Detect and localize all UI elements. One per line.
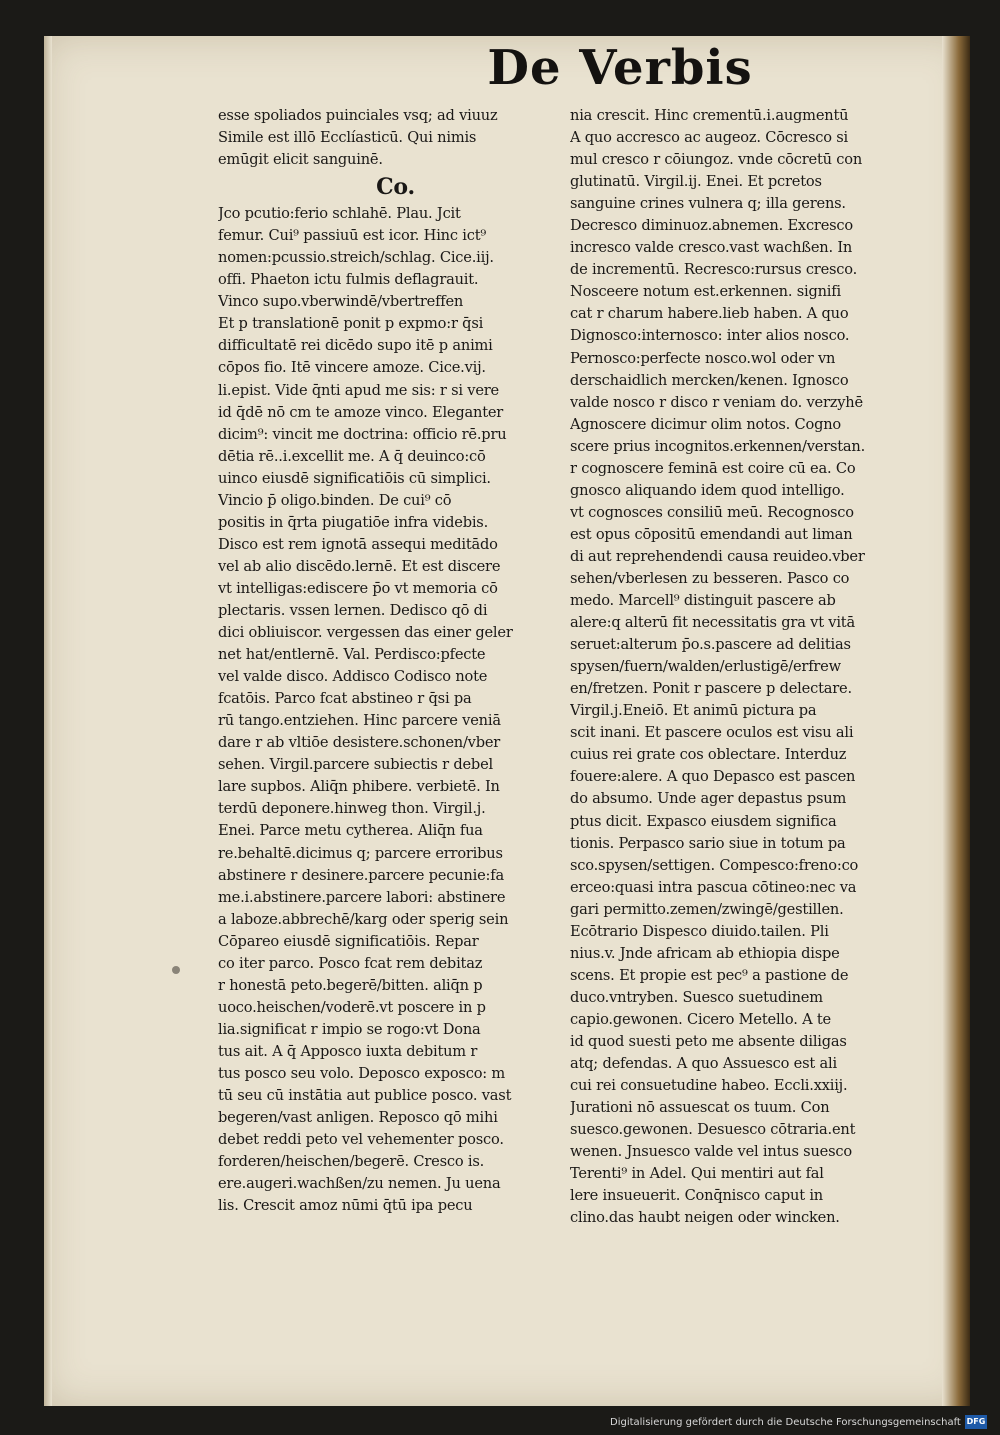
right-text-column: [570, 105, 915, 1229]
text-line: dare r ab vltiōe desistere.schonen/vber: [218, 734, 501, 752]
text-line: tionis. Perpasco sario siue in totum pa: [570, 834, 846, 852]
book-spine: [942, 36, 970, 1406]
text-line: do absumo. Unde ager depastus psum: [570, 790, 847, 808]
text-line: dici obliuiscor. vergessen das einer geler: [218, 624, 513, 642]
text-line: Jurationi nō assuescat os tuum. Con: [570, 1099, 830, 1117]
text-line: re.behaltē.dicimus q; parcere erroribus: [218, 844, 503, 862]
text-line: Nosceere notum est.erkennen. signifi: [570, 283, 841, 301]
text-line: plectaris. vssen lernen. Dedisco qō di: [218, 601, 488, 619]
text-line: suesco.gewonen. Desuesco cōtraria.ent: [570, 1121, 856, 1139]
text-line: gnosco aliquando idem quod intelligo.: [570, 481, 845, 499]
text-line: r cognoscere feminā est coire cū ea. Co: [570, 459, 856, 477]
right-column-lines: [570, 105, 915, 1229]
text-line: id q̄dē nō cm te amoze vinco. Eleganter: [218, 403, 504, 421]
text-line: Dignosco:internosco: inter alios nosco.: [570, 327, 850, 345]
text-line: Et p translationē ponit p expmo:r q̄si: [218, 315, 484, 333]
text-line: debet reddi peto vel vehementer posco.: [218, 1131, 504, 1149]
text-line: terdū deponere.hinweg thon. Virgil.j.: [218, 800, 486, 818]
text-line: est opus cōpositū emendandi aut liman: [570, 525, 853, 543]
text-line: cuius rei grate cos oblectare. Interduz: [570, 746, 847, 764]
text-line: begeren/vast anligen. Reposco qō mihi: [218, 1109, 498, 1127]
text-line: offi. Phaeton ictu fulmis deflagrauit.: [218, 271, 479, 289]
text-line: Simile est illō Ecclíasticū. Qui nimis: [218, 129, 477, 147]
text-line: r honestā peto.begerē/bitten. aliq̄n p: [218, 976, 483, 994]
text-line: di aut reprehendendi causa reuideo.vber: [570, 547, 865, 565]
text-line: Virgil.j.Eneiō. Et animū pictura pa: [570, 702, 817, 720]
section-heading: Co.: [376, 174, 415, 201]
text-line: derschaidlich mercken/kenen. Ignosco: [570, 371, 849, 389]
text-line: positis in q̄rta piugatiōe infra videbis.: [218, 513, 489, 531]
text-line: vel ab alio discēdo.lernē. Et est discere: [218, 557, 501, 575]
text-line: Vinco supo.vberwindē/vbertreffen: [218, 293, 464, 311]
footer-credit: Digitalisierung gefördert durch die Deutsche Forschungsgemeinschaft: [610, 1417, 961, 1428]
text-line: esse spoliados puinciales vsq; ad viuuz: [218, 107, 498, 124]
text-line: cui rei consuetudine habeo. Eccli.xxiij.: [570, 1077, 848, 1095]
text-line: A quo accresco ac augeoz. Cōcresco si: [570, 129, 849, 147]
text-line: rū tango.entziehen. Hinc parcere veniā: [218, 712, 501, 730]
text-line: nomen:pcussio.streich/schlag. Cice.iij.: [218, 249, 494, 267]
text-line: me.i.abstinere.parcere labori: abstinere: [218, 888, 506, 906]
text-line: lare supbos. Aliq̄n phibere. verbietē. In: [218, 778, 500, 796]
text-line: gari permitto.zemen/zwingē/gestillen.: [570, 900, 844, 918]
text-line: tus ait. A q̄ Apposco iuxta debitum r: [218, 1042, 478, 1060]
text-line: nius.v. Jnde africam ab ethiopia dispe: [570, 944, 840, 962]
text-line: erceo:quasi intra pascua cōtineo:nec va: [570, 878, 857, 896]
text-line: clino.das haubt neigen oder wincken.: [570, 1209, 840, 1227]
text-line: atq; defendas. A quo Assuesco est ali: [570, 1055, 837, 1073]
text-line: vel valde disco. Addisco Codisco note: [218, 668, 488, 686]
text-line: net hat/entlernē. Val. Perdisco:pfecte: [218, 646, 486, 664]
text-line: Pernosco:perfecte nosco.wol oder vn: [570, 349, 836, 367]
text-line: scens. Et propie est pec⁹ a pastione de: [570, 966, 849, 984]
text-line: difficultatē rei dicēdo supo itē p animi: [218, 337, 493, 355]
text-line: en/fretzen. Ponit r pascere p delectare.: [570, 680, 852, 698]
text-line: sehen. Virgil.parcere subiectis r debel: [218, 756, 493, 774]
text-line: tū seu cū instātia aut publice posco. vast: [218, 1087, 512, 1105]
text-line: co iter parco. Posco fcat rem debitaz: [218, 954, 483, 972]
text-line: Vincio p̄ oligo.binden. De cui⁹ cō: [218, 491, 452, 509]
text-line: ptus dicit. Expasco eiusdem significa: [570, 812, 837, 830]
text-line: Enei. Parce metu cytherea. Aliq̄n fua: [218, 822, 483, 840]
text-line: duco.vntryben. Suesco suetudinem: [570, 988, 823, 1006]
text-line: Jco pcutio:ferio schlahē. Plau. Jcit: [218, 205, 461, 223]
text-line: emūgit elicit sanguinē.: [218, 151, 383, 169]
text-line: uinco eiusdē significatiōis cū simplici.: [218, 469, 491, 487]
text-line: seruet:alterum p̄o.s.pascere ad delitias: [570, 636, 851, 654]
text-line: fcatōis. Parco fcat abstineo r q̄si pa: [218, 690, 472, 708]
text-line: scere prius incognitos.erkennen/verstan.: [570, 437, 866, 455]
text-line: glutinatū. Virgil.ij. Enei. Et pcretos: [570, 173, 822, 191]
text-line: spysen/fuern/walden/erlustigē/erfrew: [570, 658, 841, 676]
text-line: vt intelligas:ediscere p̄o vt memoria cō: [218, 579, 498, 597]
text-line: dicim⁹: vincit me doctrina: officio rē.pru: [218, 425, 507, 443]
text-line: lia.significat r impio se rogo:vt Dona: [218, 1020, 481, 1038]
text-line: Disco est rem ignotā assequi meditādo: [218, 535, 498, 553]
text-line: forderen/heischen/begerē. Cresco is.: [218, 1153, 485, 1171]
text-line: sehen/vberlesen zu besseren. Pasco co: [570, 569, 850, 587]
text-line: Terenti⁹ in Adel. Qui mentiri aut fal: [570, 1165, 824, 1183]
text-line: alere:q alterū fit necessitatis gra vt vitā: [570, 614, 855, 632]
text-line: Ecōtrario Dispesco diuido.tailen. Pli: [570, 922, 829, 940]
ink-stain: [172, 966, 180, 974]
text-line: lere insueuerit. Conq̄nisco caput in: [570, 1187, 824, 1205]
page-header-title: De Verbis: [487, 40, 753, 96]
text-line: wenen. Jnsuesco valde vel intus suesco: [570, 1143, 852, 1161]
text-line: sanguine crines vulnera q; illa gerens.: [570, 195, 846, 213]
text-line: Decresco diminuoz.abnemen. Excresco: [570, 217, 853, 235]
text-line: de incrementū. Recresco:rursus cresco.: [570, 261, 858, 279]
text-line: Cōpareo eiusdē significatiōis. Repar: [218, 932, 479, 950]
left-column-top-lines: [218, 105, 573, 171]
text-line: li.epist. Vide q̄nti apud me sis: r si vere: [218, 381, 499, 399]
text-line: nia crescit. Hinc crementū.i.augmentū: [570, 107, 849, 124]
dfg-logo: DFG: [965, 1415, 987, 1429]
text-line: capio.gewonen. Cicero Metello. A te: [570, 1010, 831, 1028]
text-line: ere.augeri.wachßen/zu nemen. Ju uena: [218, 1175, 501, 1193]
text-line: valde nosco r disco r veniam do. verzyhē: [570, 393, 863, 411]
text-line: sco.spysen/settigen. Compesco:freno:co: [570, 856, 859, 874]
page-left-edge: [44, 36, 52, 1406]
text-line: incresco valde cresco.vast wachßen. In: [570, 239, 853, 257]
text-line: a laboze.abbrechē/karg oder sperig sein: [218, 910, 509, 928]
text-line: tus posco seu volo. Deposco exposco: m: [218, 1064, 506, 1082]
left-text-column: [218, 105, 573, 1217]
text-line: lis. Crescit amoz nūmi q̄tū ipa pecu: [218, 1197, 473, 1215]
text-line: Agnoscere dicimur olim notos. Cogno: [570, 415, 842, 433]
text-line: uoco.heischen/voderē.vt poscere in p: [218, 998, 486, 1016]
text-line: scit inani. Et pascere oculos est visu ali: [570, 724, 854, 742]
text-line: abstinere r desinere.parcere pecunie:fa: [218, 866, 504, 884]
text-line: fouere:alere. A quo Depasco est pascen: [570, 768, 856, 786]
text-line: medo. Marcell⁹ distinguit pascere ab: [570, 592, 836, 610]
text-line: cōpos fio. Itē vincere amoze. Cice.vij.: [218, 359, 486, 377]
text-line: dētia rē..i.excellit me. A q̄ deuinco:cō: [218, 447, 486, 465]
text-line: femur. Cui⁹ passiuū est icor. Hinc ict⁹: [218, 227, 487, 245]
text-line: cat r charum habere.lieb haben. A quo: [570, 305, 849, 323]
text-line: vt cognosces consiliū meū. Recognosco: [570, 503, 854, 521]
text-line: id quod suesti peto me absente diligas: [570, 1032, 847, 1050]
text-line: mul cresco r cōiungoz. vnde cōcretū con: [570, 151, 863, 169]
left-column-lines: [218, 203, 573, 1217]
